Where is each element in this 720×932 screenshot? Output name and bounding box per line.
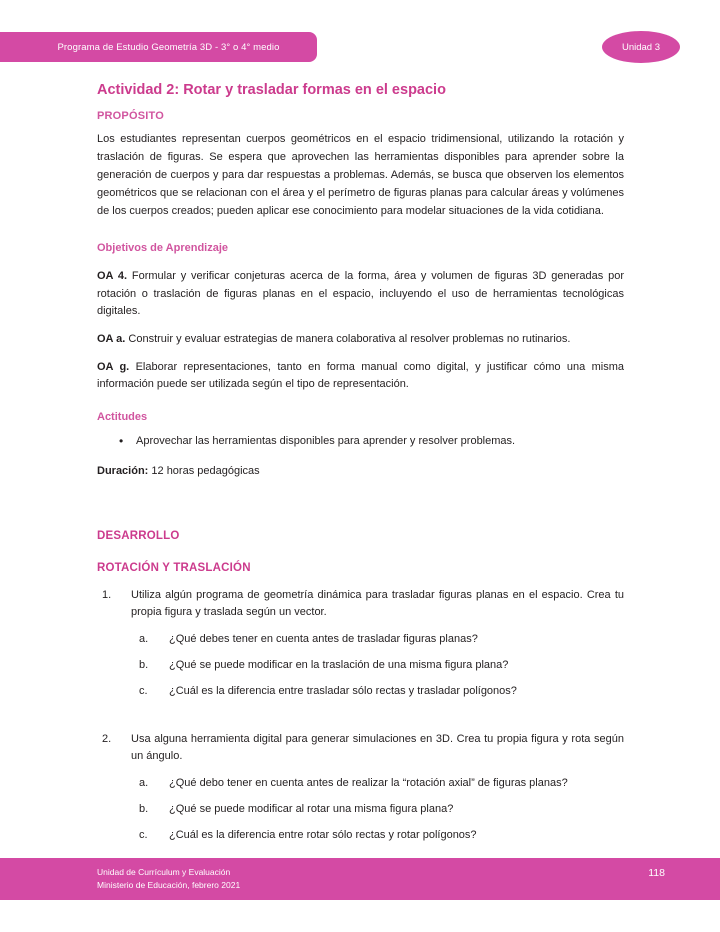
- footer-line-1: Unidad de Currículum y Evaluación: [97, 867, 231, 877]
- topic-heading: ROTACIÓN Y TRASLACIÓN: [97, 561, 251, 574]
- sub-item-marker: a.: [139, 777, 149, 790]
- sub-item-text: ¿Qué debes tener en cuenta antes de trasladar figuras planas?: [169, 632, 478, 645]
- objetivo-item: [97, 359, 624, 393]
- sub-item-marker: c.: [139, 685, 148, 698]
- footer-line-2: Ministerio de Educación, febrero 2021: [97, 880, 241, 891]
- numbered-item: [97, 731, 624, 765]
- sub-item-marker: b.: [139, 803, 149, 816]
- item-text: Usa alguna herramienta digital para generar simulaciones en 3D. Crea tu propia figura y rota según un ángulo.: [131, 733, 624, 763]
- duracion-label: Duración:: [97, 464, 149, 477]
- list-item: [97, 631, 624, 648]
- sub-item-text: ¿Cuál es la diferencia entre trasladar sólo rectas y trasladar polígonos?: [169, 685, 517, 698]
- objetivo-text: Construir y evaluar estrategias de manera colaborativa al resolver problemas no rutinarios.: [125, 332, 571, 345]
- proposito-paragraph: Los estudiantes representan cuerpos geométricos en el espacio tridimensional, utilizando la rotación y traslación de figuras. Se espera que aprovechen las herramientas disponibles para aprender sobre la generación de cuerpos y para dar respuestas a problemas. Además, se busca que observen los elementos geométricos que se relacionan con el área y el perímetro de figuras planas para calcular áreas y volúmenes de los cuerpos creados; pueden aplicar ese conocimiento para modelar situaciones de la vida cotidiana.: [97, 133, 624, 217]
- objetivo-text: Elaborar representaciones, tanto en forma manual como digital, y justificar cómo una misma información puede ser utilizada según el tipo de representación.: [97, 360, 624, 390]
- list-item: • Aprovechar las herramientas disponibles para aprender y resolver problemas.: [97, 433, 624, 450]
- page-header: [0, 32, 720, 62]
- actitudes-heading: Actitudes: [97, 410, 148, 423]
- sub-item-marker: a.: [139, 632, 149, 645]
- item-marker: 1.: [102, 588, 112, 601]
- numbered-item: [97, 587, 624, 621]
- proposito-heading: PROPÓSITO: [97, 110, 164, 123]
- list-item: [97, 801, 624, 818]
- objetivo-code: OA g.: [97, 360, 130, 373]
- objetivo-item: [97, 331, 624, 348]
- sub-item-text: ¿Qué se puede modificar al rotar una misma figura plana?: [169, 803, 454, 816]
- item-marker: 2.: [102, 733, 112, 746]
- sub-item-list: [97, 775, 624, 844]
- page-title: Actividad 2: Rotar y trasladar formas en el espacio: [97, 82, 446, 98]
- unit-badge-label: Unidad 3: [621, 41, 661, 53]
- unit-badge: [602, 31, 680, 63]
- objetivos-heading: Objetivos de Aprendizaje: [97, 242, 229, 255]
- objetivo-text: Formular y verificar conjeturas acerca de la forma, área y volumen de figuras 3D generadas por rotación o traslación de figuras planas en el espacio, incluyendo el uso de herramientas tecnológicas digitales.: [97, 270, 624, 317]
- list-item: [97, 657, 624, 674]
- objetivo-code: OA a.: [97, 332, 126, 345]
- sub-item-marker: c.: [139, 829, 148, 842]
- sub-item-text: ¿Cuál es la diferencia entre rotar sólo rectas y rotar polígonos?: [169, 829, 477, 842]
- duracion-value: 12 horas pedagógicas: [148, 464, 260, 477]
- actitudes-list: [97, 433, 624, 450]
- section-spacer: [97, 709, 624, 731]
- list-item: [97, 683, 624, 700]
- page-footer: [0, 858, 720, 900]
- page-number: 118: [648, 867, 665, 879]
- sub-item-text: ¿Qué debo tener en cuenta antes de realizar la “rotación axial” de figuras planas?: [169, 777, 568, 790]
- sub-item-list: [97, 631, 624, 700]
- footer-inner: [97, 866, 665, 892]
- sub-item-marker: b.: [139, 658, 149, 671]
- sub-item-text: ¿Qué se puede modificar en la traslación de una misma figura plana?: [169, 658, 509, 671]
- objetivo-code: OA 4.: [97, 270, 128, 283]
- desarrollo-heading: DESARROLLO: [97, 529, 180, 542]
- header-banner-label: Programa de Estudio Geometría 3D - 3° o 4° medio: [57, 41, 280, 53]
- item-text: Utiliza algún programa de geometría dinámica para trasladar figuras planas en el espacio. Crea tu propia figura y traslada según un vector.: [131, 588, 624, 618]
- objetivo-item: [97, 268, 624, 319]
- list-item: [97, 775, 624, 792]
- header-banner: [0, 32, 317, 62]
- duracion-line: [97, 463, 624, 480]
- document-content: [97, 82, 624, 853]
- list-item: [97, 827, 624, 844]
- footer-institution: [97, 866, 240, 892]
